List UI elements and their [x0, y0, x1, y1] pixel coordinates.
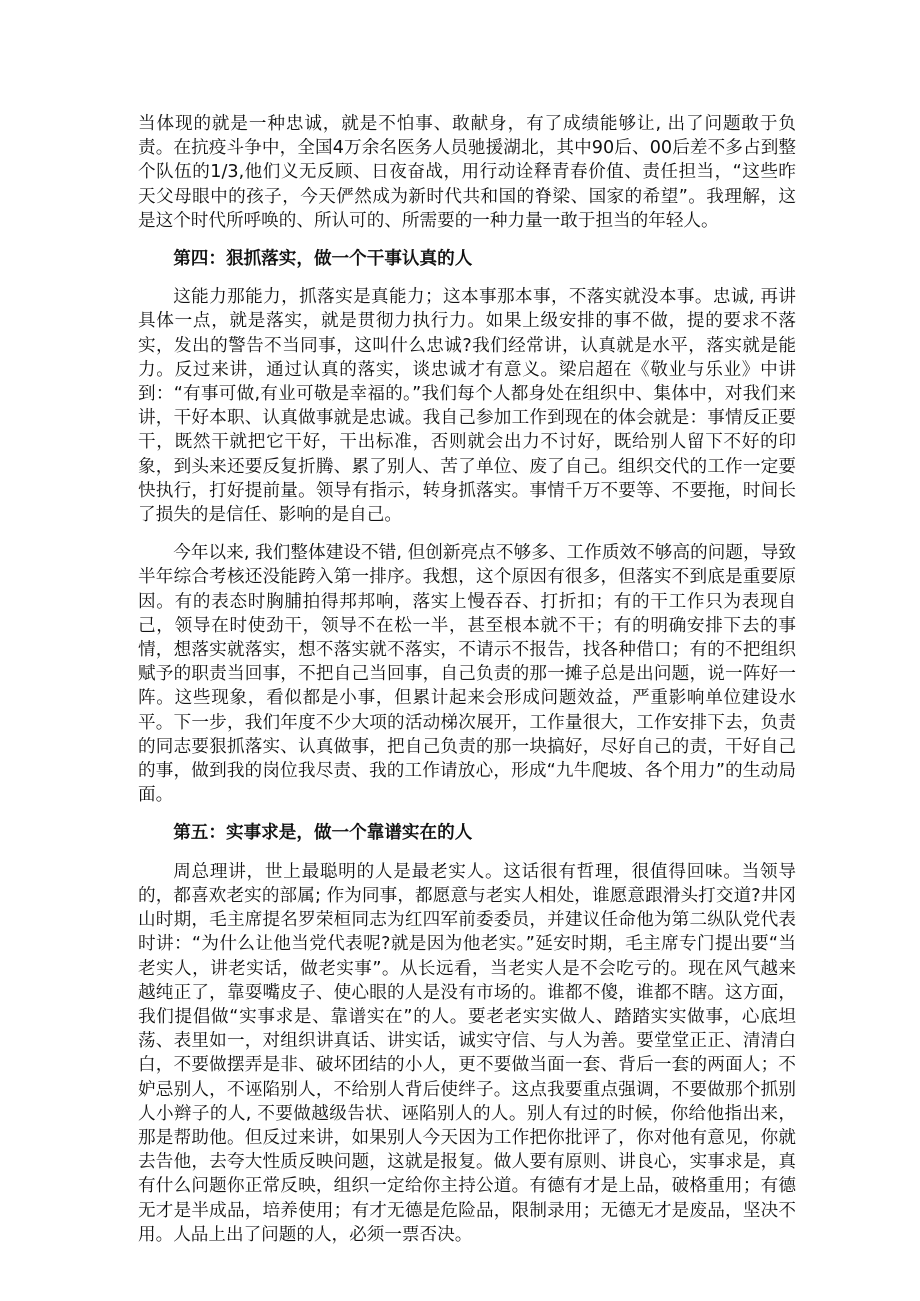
- paragraph-loyalty-courage: 当体现的就是一种忠诚，就是不怕事、敢献身，有了成绩能够让, 出了问题敢于负责。在抗疫斗争中，全国4万余名医务人员驰援湖北，其中90后、00后差不多占到整个队伍的1/3,他们义无反顾、日夜奋战，用行动诠释青春价值、责任担当，“这些昨天父母眼中的孩子，今天俨然成为新时代共和国的脊梁、国家的希望”。我理解，这是这个时代所呼唤的、所认可的、所需要的一种力量一敢于担当的年轻人。: [138, 114, 796, 231]
- section-heading-four: 第四：狠抓落实，做一个干事认真的人: [173, 249, 473, 270]
- paragraph-implementation: 这能力那能力，抓落实是真能力；这本事那本事，不落实就没本事。忠诚, 再讲具体一点，就是落实，就是贯彻力执行力。如果上级安排的事不做，提的要求不落实，发出的警告不当同事，这叫什么忠诚?我们经常讲，认真就是水平，落实就是能力。反过来讲，通过认真的落实，谈忠诚才有意义。梁启超在《敬业与乐业》中讲到：“有事可做,有业可敬是幸福的。”我们每个人都身处在组织中、集体中，对我们来讲，干好本职、认真做事就是忠诚。我自己参加工作到现在的体会就是：事情反正要干，既然干就把它干好，干出标准，否则就会出力不讨好，既给别人留下不好的印象，到头来还要反复折腾、累了别人、苦了单位、废了自己。组织交代的工作一定要快执行，打好提前量。领导有指示，转身抓落实。事情千万不要等、不要拖，时间长了损失的是信任、影响的是自己。: [138, 287, 796, 526]
- paragraph-this-year: 今年以来, 我们整体建设不错, 但创新亮点不够多、工作质效不够高的问题，导致半年综合考核还没能跨入第一排序。我想，这个原因有很多，但落实不到底是重要原因。有的表态时胸脯拍得邦邦响，落实上慢吞吞、打折扣；有的干工作只为表现自己，领导在时使劲干，领导不在松一半，甚至根本就不干；有的明确安排下去的事情，想落实就落实，想不落实就不落实，不请示不报告，找各种借口；有的不把组织赋予的职责当回事，不把自己当回事，自己负责的那一摊子总是出问题，说一阵好一阵。这些现象，看似都是小事，但累计起来会形成问题效益，严重影响单位建设水平。下一步，我们年度不少大项的活动梯次展开，工作量很大，工作安排下去，负责的同志要狠抓落实、认真做事，把自己负责的那一块搞好，尽好自己的责，干好自己的事，做到我的岗位我尽责、我的工作请放心，形成“九牛爬坡、各个用力”的生动局面。: [138, 543, 796, 806]
- document-page: [138, 112, 796, 1261]
- paragraph-honesty: 周总理讲，世上最聪明的人是最老实人。这话很有哲理，很值得回味。当领导的，都喜欢老实的部属; 作为同事，都愿意与老实人相处，谁愿意跟滑头打交道?井冈山时期，毛主席提名罗荣桓同志为红四军前委委员，并建议任命他为第二纵队党代表时讲：“为什么让他当党代表呢?就是因为他老实。”延安时期，毛主席专门提出要“当老实人，讲老实话，做老实事”。从长远看，当老实人是不会吃亏的。现在风气越来越纯正了，靠耍嘴皮子、使心眼的人是没有市场的。谁都不傻，谁都不瞎。这方面，我们提倡做“实事求是、靠谱实在”的人。要老老实实做人、踏踏实实做事，心底坦荡、表里如一，对组织讲真话、讲实话，诚实守信、与人为善。要堂堂正正、清清白白，不要做摆弄是非、破坏团结的小人，更不要做当面一套、背后一套的两面人；不妒忌别人，不诬陷别人，不给别人背后使绊子。这点我要重点强调，不要做那个抓别人小辫子的人, 不要做越级告状、诬陷别人的人。别人有过的时候，你给他指出来，那是帮助他。但反过来讲，如果别人今天因为工作把你批评了，你对他有意见，你就去告他，去夸大性质反映问题，这就是报复。做人要有原则、讲良心，实事求是，真有什么问题你正常反映，组织一定给你主持公道。有德有才是上品，破格重用；有德无才是半成品，培养使用；有才无德是危险品，限制录用；无德无才是废品，坚决不用。人品上出了问题的人，必须一票否决。: [138, 861, 796, 1245]
- section-heading-five: 第五：实事求是，做一个靠谱实在的人: [173, 823, 473, 844]
